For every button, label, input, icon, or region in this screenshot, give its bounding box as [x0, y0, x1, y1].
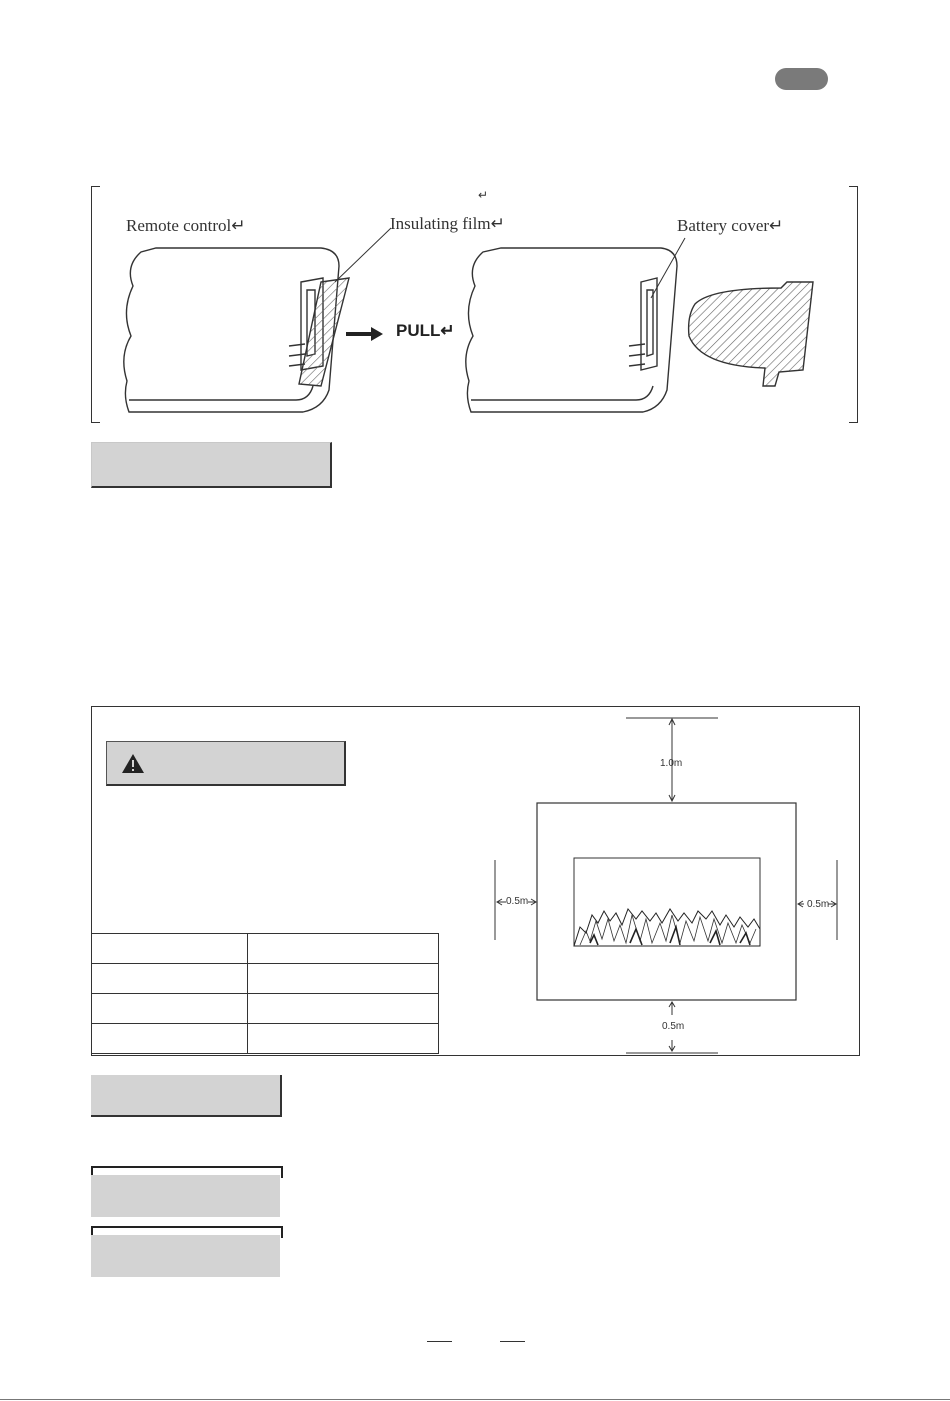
table-row — [91, 1024, 439, 1054]
page-number-underline-2 — [500, 1341, 525, 1342]
insulating-film — [299, 228, 391, 386]
footer-rule — [0, 1399, 950, 1400]
table-cell — [91, 1024, 248, 1054]
table-row — [91, 934, 439, 964]
fireplace-outline — [537, 803, 796, 1000]
table-cell — [248, 964, 439, 994]
page-tab-marker — [775, 68, 828, 90]
table-row — [91, 964, 439, 994]
table-cell — [248, 934, 439, 964]
table-cell — [248, 994, 439, 1024]
clearance-left-label: 0.5m — [506, 896, 529, 907]
table-cell — [91, 934, 248, 964]
table-cell — [91, 964, 248, 994]
battery-cover — [689, 282, 813, 386]
section-header-4 — [91, 1235, 280, 1277]
warning-triangle-icon — [121, 753, 145, 774]
return-mark: ↵ — [478, 188, 489, 202]
warning-header — [106, 741, 346, 786]
page-number-underline-1 — [427, 1341, 452, 1342]
mountain-scene — [574, 909, 760, 946]
remote-left — [124, 248, 339, 412]
table-cell — [91, 994, 248, 1024]
remote-right — [466, 238, 685, 412]
spec-table — [91, 933, 439, 1054]
table-row — [91, 994, 439, 1024]
table-cell — [248, 1024, 439, 1054]
clearance-bottom-label: 0.5m — [662, 1021, 685, 1032]
label-insulating-film: Insulating film↵ — [390, 214, 505, 233]
clearance-top-label: 1.0m — [660, 758, 683, 769]
remote-drawing — [91, 186, 861, 422]
label-remote-control: Remote control↵ — [126, 216, 246, 235]
section-header-1 — [91, 442, 332, 488]
right-arrow-icon — [346, 327, 383, 341]
section-header-2 — [91, 1075, 282, 1117]
section-header-3 — [91, 1175, 280, 1217]
clearance-right-label: 0.5m — [807, 899, 830, 910]
label-pull: PULL↵ — [396, 321, 455, 340]
label-battery-cover: Battery cover↵ — [677, 216, 784, 235]
